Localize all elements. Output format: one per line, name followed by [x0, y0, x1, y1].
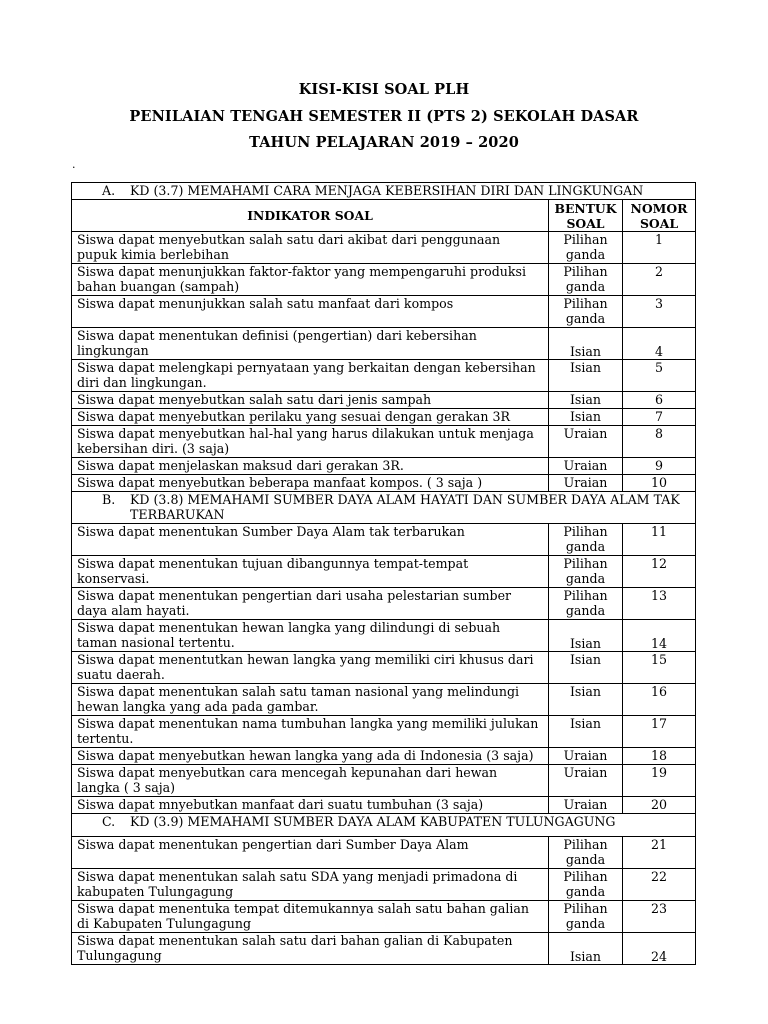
document-year: TAHUN PELAJARAN 2019 – 2020	[249, 134, 519, 151]
question-type-cell: Isian	[549, 716, 623, 748]
indicator-cell: Siswa dapat menentukan definisi (pengertian) dari kebersihan lingkungan	[72, 328, 549, 360]
indicator-cell: Siswa dapat menentukan Sumber Daya Alam tak terbarukan	[72, 524, 549, 556]
question-number-cell: 21	[623, 837, 696, 869]
indicator-cell: Siswa dapat menentukan tujuan dibangunnya tempat-tempat konservasi.	[72, 556, 549, 588]
table-row	[72, 588, 696, 620]
section-letter: B.	[102, 492, 116, 507]
indicator-cell: Siswa dapat menyebutkan beberapa manfaat kompos. ( 3 saja )	[72, 475, 549, 492]
question-type-cell: Uraian	[549, 426, 623, 458]
indicator-cell: Siswa dapat menentuka tempat ditemukannya salah satu bahan galian di Kabupaten Tulungagung	[72, 901, 549, 933]
question-type-cell: Isian	[549, 409, 623, 426]
section-letter: A.	[102, 183, 116, 198]
question-number-cell: 3	[623, 296, 696, 328]
question-type-cell: Pilihan ganda	[549, 232, 623, 264]
document-subtitle: PENILAIAN TENGAH SEMESTER II (PTS 2) SEKOLAH DASAR	[129, 108, 639, 125]
question-type-cell: Uraian	[549, 458, 623, 475]
question-number-cell: 7	[623, 409, 696, 426]
question-number-cell: 1	[623, 232, 696, 264]
indicator-cell: Siswa dapat menentukan salah satu dari bahan galian di Kabupaten Tulungagung	[72, 933, 549, 965]
question-number-cell: 9	[623, 458, 696, 475]
question-type-cell: Isian	[549, 684, 623, 716]
section-heading-cell	[72, 814, 696, 837]
question-number-cell: 8	[623, 426, 696, 458]
question-number-cell: 5	[623, 360, 696, 392]
table-row	[72, 264, 696, 296]
table-row	[72, 475, 696, 492]
question-type-cell: Pilihan ganda	[549, 837, 623, 869]
section-heading	[72, 492, 696, 524]
table-row	[72, 797, 696, 814]
question-type-cell: Isian	[549, 652, 623, 684]
table-row	[72, 748, 696, 765]
indicator-cell: Siswa dapat menjelaskan maksud dari gerakan 3R.	[72, 458, 549, 475]
question-type-cell: Pilihan ganda	[549, 556, 623, 588]
question-number-cell: 24	[623, 933, 696, 965]
indicator-cell: Siswa dapat melengkapi pernyataan yang berkaitan dengan kebersihan diri dan lingkungan.	[72, 360, 549, 392]
question-number-cell: 11	[623, 524, 696, 556]
table-row	[72, 458, 696, 475]
table-row	[72, 869, 696, 901]
indicator-cell: Siswa dapat menyebutkan salah satu dari jenis sampah	[72, 392, 549, 409]
question-number-cell: 4	[623, 328, 696, 360]
section-heading	[72, 814, 696, 837]
column-header-nomor: NOMOR SOAL	[623, 200, 696, 232]
indicator-cell: Siswa dapat menyebutkan salah satu dari akibat dari penggunaan pupuk kimia berlebihan	[72, 232, 549, 264]
question-type-cell: Pilihan ganda	[549, 264, 623, 296]
table-row	[72, 296, 696, 328]
indicator-cell: Siswa dapat menyebutkan hal-hal yang harus dilakukan untuk menjaga kebersihan diri. (3 saja)	[72, 426, 549, 458]
question-number-cell: 16	[623, 684, 696, 716]
column-header-bentuk: BENTUK SOAL	[549, 200, 623, 232]
indicator-cell: Siswa dapat menunjukkan faktor-faktor yang mempengaruhi produksi bahan buangan (sampah)	[72, 264, 549, 296]
stray-mark: .	[72, 158, 76, 171]
table-row	[72, 426, 696, 458]
question-type-cell: Uraian	[549, 748, 623, 765]
question-type-cell: Isian	[549, 392, 623, 409]
indicator-cell: Siswa dapat menentutkan hewan langka yang memiliki ciri khusus dari suatu daerah.	[72, 652, 549, 684]
section-heading-cell	[72, 492, 696, 524]
question-number-cell: 20	[623, 797, 696, 814]
question-type-cell: Isian	[549, 933, 623, 965]
table-row	[72, 409, 696, 426]
column-header-indikator: INDIKATOR SOAL	[72, 200, 549, 232]
question-number-cell: 13	[623, 588, 696, 620]
question-number-cell: 2	[623, 264, 696, 296]
table-row	[72, 620, 696, 652]
table-row	[72, 524, 696, 556]
table-row	[72, 901, 696, 933]
table-header	[72, 200, 696, 232]
table-row	[72, 556, 696, 588]
table-row	[72, 933, 696, 965]
section-title: KD (3.9) MEMAHAMI SUMBER DAYA ALAM KABUPATEN TULUNGAGUNG	[130, 814, 616, 829]
table-row	[72, 232, 696, 264]
question-number-cell: 18	[623, 748, 696, 765]
indicator-cell: Siswa dapat mnyebutkan manfaat dari suatu tumbuhan (3 saja)	[72, 797, 549, 814]
indicator-cell: Siswa dapat menyebutkan perilaku yang sesuai dengan gerakan 3R	[72, 409, 549, 426]
indicator-cell: Siswa dapat menyebutkan hewan langka yang ada di Indonesia (3 saja)	[72, 748, 549, 765]
question-number-cell: 17	[623, 716, 696, 748]
section-heading	[72, 183, 696, 200]
section-letter: C.	[102, 814, 116, 829]
question-number-cell: 12	[623, 556, 696, 588]
question-type-cell: Uraian	[549, 765, 623, 797]
section-title: KD (3.7) MEMAHAMI CARA MENJAGA KEBERSIHAN DIRI DAN LINGKUNGAN	[130, 183, 644, 198]
question-type-cell: Pilihan ganda	[549, 869, 623, 901]
table-row	[72, 837, 696, 869]
table-row	[72, 392, 696, 409]
indicator-cell: Siswa dapat menentukan salah satu taman nasional yang melindungi hewan langka yang ada pada gambar.	[72, 684, 549, 716]
question-type-cell: Pilihan ganda	[549, 296, 623, 328]
table-row	[72, 652, 696, 684]
table-row	[72, 328, 696, 360]
question-type-cell: Isian	[549, 620, 623, 652]
table-row	[72, 716, 696, 748]
indicator-cell: Siswa dapat menentukan hewan langka yang dilindungi di sebuah taman nasional tertentu.	[72, 620, 549, 652]
question-type-cell: Uraian	[549, 797, 623, 814]
question-type-cell: Pilihan ganda	[549, 901, 623, 933]
question-number-cell: 19	[623, 765, 696, 797]
table-row	[72, 360, 696, 392]
question-type-cell: Isian	[549, 360, 623, 392]
indicator-cell: Siswa dapat menentukan pengertian dari Sumber Daya Alam	[72, 837, 549, 869]
indicator-cell: Siswa dapat menentukan nama tumbuhan langka yang memiliki julukan tertentu.	[72, 716, 549, 748]
indicator-cell: Siswa dapat menentukan salah satu SDA yang menjadi primadona di kabupaten Tulungagung	[72, 869, 549, 901]
question-number-cell: 10	[623, 475, 696, 492]
indicator-cell: Siswa dapat menyebutkan cara mencegah kepunahan dari hewan langka ( 3 saja)	[72, 765, 549, 797]
question-number-cell: 23	[623, 901, 696, 933]
section-title: KD (3.8) MEMAHAMI SUMBER DAYA ALAM HAYATI DAN SUMBER DAYA ALAM TAK TERBARUKAN	[130, 492, 680, 523]
table-row	[72, 684, 696, 716]
indicator-cell: Siswa dapat menentukan pengertian dari usaha pelestarian sumber daya alam hayati.	[72, 588, 549, 620]
question-type-cell: Isian	[549, 328, 623, 360]
question-number-cell: 6	[623, 392, 696, 409]
section-heading-cell	[72, 183, 696, 200]
question-type-cell: Pilihan ganda	[549, 524, 623, 556]
question-type-cell: Uraian	[549, 475, 623, 492]
document-title: KISI-KISI SOAL PLH	[298, 81, 470, 98]
table-row	[72, 765, 696, 797]
indicator-cell: Siswa dapat menunjukkan salah satu manfaat dari kompos	[72, 296, 549, 328]
question-number-cell: 14	[623, 620, 696, 652]
question-number-cell: 22	[623, 869, 696, 901]
kisi-kisi-table	[71, 182, 696, 965]
question-number-cell: 15	[623, 652, 696, 684]
question-type-cell: Pilihan ganda	[549, 588, 623, 620]
